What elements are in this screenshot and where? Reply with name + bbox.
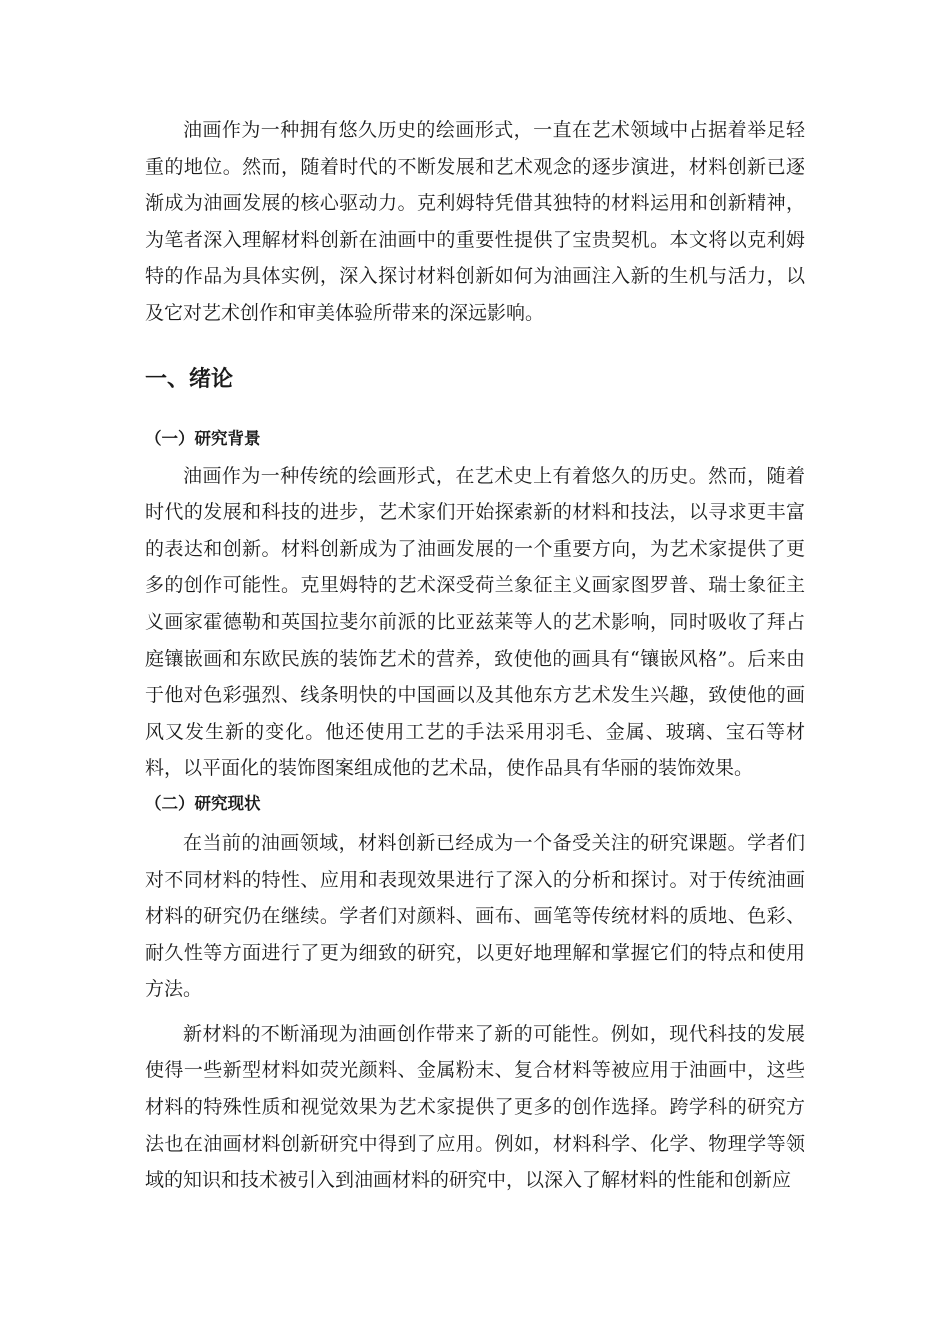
research-status-paragraph-1: 在当前的油画领域，材料创新已经成为一个备受关注的研究课题。学者们对不同材料的特性、应用和表现效果进行了深入的分析和探讨。对于传统油画材料的研究仍在继续。学者们对颜料、画布、画笔等传统材料的质地、色彩、耐久性等方面进行了更为细致的研究，以更好地理解和掌握它们的特点和使用方法。 bbox=[145, 831, 805, 1001]
research-background-paragraph: 油画作为一种传统的绘画形式，在艺术史上有着悠久的历史。然而，随着时代的发展和科技的进步，艺术家们开始探索新的材料和技法，以寻求更丰富的表达和创新。材料创新成为了油画发展的一个重要方向，为艺术家提供了更多的创作可能性。克里姆特的艺术深受荷兰象征主义画家图罗普、瑞士象征主义画家霍德勒和英国拉斐尔前派的比亚兹莱等人的艺术影响，同时吸收了拜占庭镶嵌画和东欧民族的装饰艺术的营养，致使他的画具有“镶嵌风格”。后来由于他对色彩强烈、线条明快的中国画以及其他东方艺术发生兴趣，致使他的画风又发生新的变化。他还使用工艺的手法采用羽毛、金属、玻璃、宝石等材料，以平面化的装饰图案组成他的艺术品，使作品具有华丽的装饰效果。 bbox=[145, 464, 805, 780]
research-status-paragraph-2: 新材料的不断涌现为油画创作带来了新的可能性。例如，现代科技的发展使得一些新型材料如荧光颜料、金属粉末、复合材料等被应用于油画中，这些材料的特殊性质和视觉效果为艺术家提供了更多的创作选择。跨学科的研究方法也在油画材料创新研究中得到了应用。例如，材料科学、化学、物理学等领域的知识和技术被引入到油画材料的研究中，以深入了解材料的性能和创新应 bbox=[145, 1022, 805, 1192]
subsection-heading-research-status: （二）研究现状 bbox=[145, 793, 261, 813]
document-body bbox=[145, 112, 805, 1199]
section-heading-introduction: 一、绪论 bbox=[145, 366, 234, 392]
intro-paragraph: 油画作为一种拥有悠久历史的绘画形式，一直在艺术领域中占据着举足轻重的地位。然而，随着时代的不断发展和艺术观念的逐步演进，材料创新已逐渐成为油画发展的核心驱动力。克利姆特凭借其独特的材料运用和创新精神，为笔者深入理解材料创新在油画中的重要性提供了宝贵契机。本文将以克利姆特的作品为具体实例，深入探讨材料创新如何为油画注入新的生机与活力，以及它对艺术创作和审美体验所带来的深远影响。 bbox=[145, 119, 805, 324]
subsection-heading-research-background: （一）研究背景 bbox=[145, 428, 261, 448]
